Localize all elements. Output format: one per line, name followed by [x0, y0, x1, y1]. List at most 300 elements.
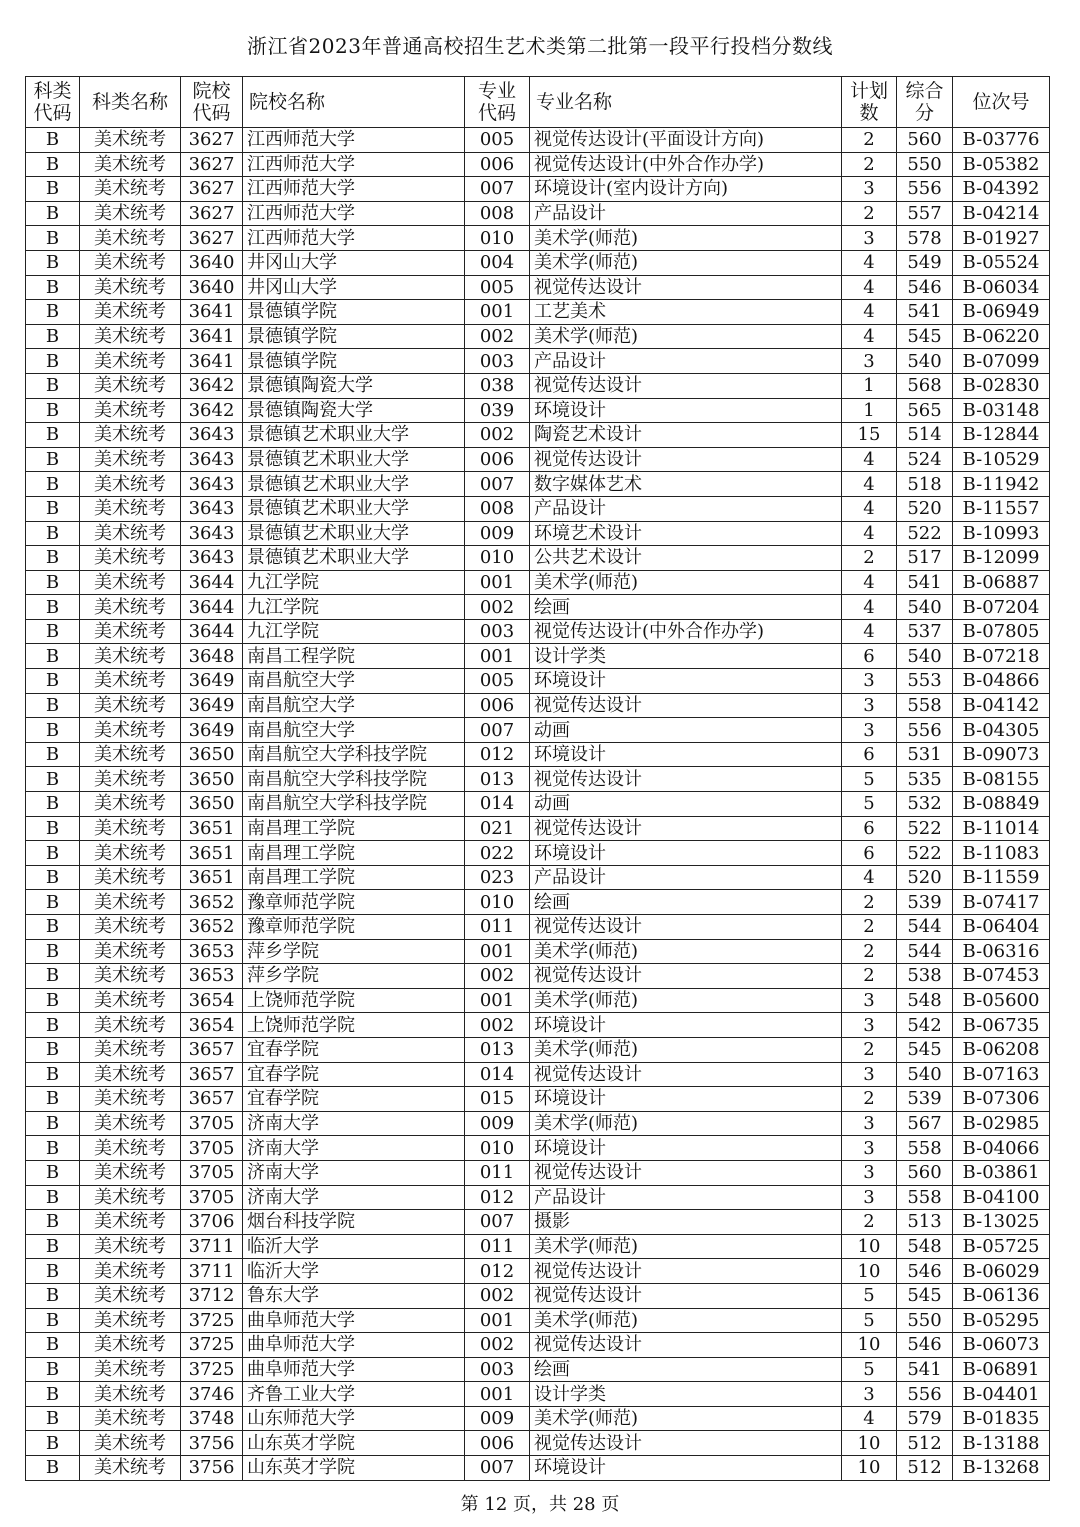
- cell-rank: B-06073: [953, 1333, 1050, 1358]
- cell-major-name: 视觉传达设计(中外合作办学): [530, 152, 842, 177]
- cell-score: 579: [897, 1406, 953, 1431]
- cell-school-code: 3725: [181, 1333, 243, 1358]
- table-row: [26, 1087, 1050, 1112]
- table-row: [26, 152, 1050, 177]
- cell-school-name: 景德镇陶瓷大学: [243, 398, 465, 423]
- cell-kl-name: 美术统考: [80, 1234, 181, 1259]
- cell-school-code: 3711: [181, 1259, 243, 1284]
- cell-major-name: 视觉传达设计: [530, 693, 842, 718]
- cell-school-name: 萍乡学院: [243, 939, 465, 964]
- cell-kl-name: 美术统考: [80, 1333, 181, 1358]
- header-plan: 计划 数: [842, 77, 897, 128]
- cell-rank: B-06220: [953, 324, 1050, 349]
- cell-kl-name: 美术统考: [80, 1111, 181, 1136]
- cell-kl-name: 美术统考: [80, 1406, 181, 1431]
- cell-kl-code: B: [26, 152, 80, 177]
- cell-rank: B-07453: [953, 964, 1050, 989]
- cell-school-name: 临沂大学: [243, 1259, 465, 1284]
- cell-school-code: 3652: [181, 915, 243, 940]
- cell-rank: B-04305: [953, 718, 1050, 743]
- cell-plan: 4: [842, 521, 897, 546]
- cell-kl-name: 美术统考: [80, 915, 181, 940]
- cell-plan: 3: [842, 1062, 897, 1087]
- cell-school-code: 3657: [181, 1087, 243, 1112]
- cell-rank: B-13268: [953, 1456, 1050, 1481]
- cell-school-name: 上饶师范学院: [243, 1013, 465, 1038]
- cell-major-code: 002: [465, 1013, 530, 1038]
- table-row: [26, 1136, 1050, 1161]
- cell-rank: B-06949: [953, 300, 1050, 325]
- cell-plan: 4: [842, 447, 897, 472]
- cell-plan: 5: [842, 1357, 897, 1382]
- table-row: [26, 841, 1050, 866]
- cell-rank: B-06208: [953, 1037, 1050, 1062]
- cell-kl-name: 美术统考: [80, 1456, 181, 1481]
- cell-score: 550: [897, 152, 953, 177]
- cell-kl-name: 美术统考: [80, 1382, 181, 1407]
- cell-major-name: 设计学类: [530, 644, 842, 669]
- page-title: 浙江省2023年普通高校招生艺术类第二批第一段平行投档分数线: [247, 34, 833, 58]
- cell-major-name: 美术学(师范): [530, 226, 842, 251]
- cell-plan: 6: [842, 742, 897, 767]
- cell-school-code: 3627: [181, 226, 243, 251]
- table-row: [26, 890, 1050, 915]
- cell-major-code: 011: [465, 1160, 530, 1185]
- cell-kl-name: 美术统考: [80, 177, 181, 202]
- cell-school-code: 3650: [181, 792, 243, 817]
- cell-score: 517: [897, 546, 953, 571]
- cell-plan: 5: [842, 1308, 897, 1333]
- cell-kl-name: 美术统考: [80, 1136, 181, 1161]
- cell-major-code: 001: [465, 570, 530, 595]
- cell-plan: 4: [842, 1406, 897, 1431]
- cell-school-code: 3705: [181, 1136, 243, 1161]
- cell-major-code: 011: [465, 915, 530, 940]
- cell-kl-code: B: [26, 792, 80, 817]
- cell-school-name: 景德镇艺术职业大学: [243, 447, 465, 472]
- cell-kl-name: 美术统考: [80, 693, 181, 718]
- cell-major-code: 003: [465, 619, 530, 644]
- cell-major-name: 动画: [530, 718, 842, 743]
- cell-major-name: 视觉传达设计: [530, 1283, 842, 1308]
- cell-kl-code: B: [26, 300, 80, 325]
- table-row: [26, 177, 1050, 202]
- cell-kl-code: B: [26, 447, 80, 472]
- cell-major-code: 002: [465, 595, 530, 620]
- cell-school-name: 南昌航空大学科技学院: [243, 792, 465, 817]
- cell-major-code: 007: [465, 1210, 530, 1235]
- cell-major-code: 002: [465, 964, 530, 989]
- cell-plan: 6: [842, 816, 897, 841]
- header-school-code: 院校 代码: [181, 77, 243, 128]
- cell-kl-code: B: [26, 939, 80, 964]
- table-row: [26, 915, 1050, 940]
- cell-school-name: 济南大学: [243, 1136, 465, 1161]
- cell-score: 522: [897, 816, 953, 841]
- cell-score: 520: [897, 865, 953, 890]
- cell-major-code: 021: [465, 816, 530, 841]
- cell-kl-code: B: [26, 1431, 80, 1456]
- cell-rank: B-06316: [953, 939, 1050, 964]
- cell-major-name: 产品设计: [530, 201, 842, 226]
- cell-school-name: 江西师范大学: [243, 152, 465, 177]
- cell-kl-name: 美术统考: [80, 447, 181, 472]
- cell-major-code: 013: [465, 1037, 530, 1062]
- cell-kl-code: B: [26, 1308, 80, 1333]
- cell-school-code: 3644: [181, 595, 243, 620]
- cell-score: 537: [897, 619, 953, 644]
- cell-kl-name: 美术统考: [80, 890, 181, 915]
- cell-kl-code: B: [26, 644, 80, 669]
- cell-plan: 4: [842, 472, 897, 497]
- cell-plan: 6: [842, 644, 897, 669]
- table-row: [26, 1013, 1050, 1038]
- cell-kl-code: B: [26, 1382, 80, 1407]
- cell-major-name: 视觉传达设计(平面设计方向): [530, 128, 842, 153]
- cell-kl-code: B: [26, 349, 80, 374]
- cell-kl-name: 美术统考: [80, 841, 181, 866]
- cell-plan: 2: [842, 152, 897, 177]
- cell-plan: 3: [842, 1160, 897, 1185]
- cell-plan: 3: [842, 177, 897, 202]
- cell-school-code: 3725: [181, 1357, 243, 1382]
- cell-kl-code: B: [26, 1456, 80, 1481]
- table-row: [26, 619, 1050, 644]
- cell-rank: B-08155: [953, 767, 1050, 792]
- cell-kl-name: 美术统考: [80, 1283, 181, 1308]
- cell-plan: 4: [842, 496, 897, 521]
- cell-kl-code: B: [26, 423, 80, 448]
- cell-school-name: 山东英才学院: [243, 1456, 465, 1481]
- table-row: [26, 1283, 1050, 1308]
- cell-school-name: 南昌航空大学科技学院: [243, 767, 465, 792]
- cell-score: 542: [897, 1013, 953, 1038]
- cell-school-name: 九江学院: [243, 619, 465, 644]
- cell-plan: 3: [842, 226, 897, 251]
- cell-plan: 3: [842, 988, 897, 1013]
- cell-kl-code: B: [26, 1333, 80, 1358]
- cell-plan: 10: [842, 1234, 897, 1259]
- cell-rank: B-07805: [953, 619, 1050, 644]
- cell-school-name: 南昌工程学院: [243, 644, 465, 669]
- cell-major-code: 001: [465, 939, 530, 964]
- cell-rank: B-02985: [953, 1111, 1050, 1136]
- table-row: [26, 201, 1050, 226]
- cell-kl-code: B: [26, 1210, 80, 1235]
- cell-kl-code: B: [26, 472, 80, 497]
- cell-school-code: 3643: [181, 447, 243, 472]
- cell-major-name: 美术学(师范): [530, 1308, 842, 1333]
- cell-score: 560: [897, 128, 953, 153]
- cell-school-code: 3643: [181, 521, 243, 546]
- cell-plan: 4: [842, 570, 897, 595]
- table-row: [26, 1456, 1050, 1481]
- cell-major-code: 005: [465, 275, 530, 300]
- cell-school-name: 南昌航空大学: [243, 718, 465, 743]
- cell-rank: B-11083: [953, 841, 1050, 866]
- cell-major-code: 010: [465, 890, 530, 915]
- cell-score: 558: [897, 1136, 953, 1161]
- cell-kl-name: 美术统考: [80, 1160, 181, 1185]
- cell-school-code: 3756: [181, 1456, 243, 1481]
- cell-plan: 5: [842, 792, 897, 817]
- cell-kl-name: 美术统考: [80, 423, 181, 448]
- cell-score: 532: [897, 792, 953, 817]
- cell-major-name: 美术学(师范): [530, 1037, 842, 1062]
- cell-school-name: 景德镇艺术职业大学: [243, 521, 465, 546]
- cell-kl-code: B: [26, 1259, 80, 1284]
- cell-plan: 4: [842, 865, 897, 890]
- cell-rank: B-06136: [953, 1283, 1050, 1308]
- cell-plan: 2: [842, 128, 897, 153]
- cell-major-code: 006: [465, 152, 530, 177]
- cell-major-code: 023: [465, 865, 530, 890]
- cell-school-code: 3650: [181, 767, 243, 792]
- table-row: [26, 1333, 1050, 1358]
- table-body: [26, 128, 1050, 1481]
- cell-major-code: 001: [465, 988, 530, 1013]
- cell-school-name: 九江学院: [243, 595, 465, 620]
- cell-rank: B-12844: [953, 423, 1050, 448]
- cell-major-code: 008: [465, 201, 530, 226]
- cell-kl-code: B: [26, 890, 80, 915]
- cell-kl-name: 美术统考: [80, 496, 181, 521]
- cell-kl-name: 美术统考: [80, 1431, 181, 1456]
- cell-rank: B-13025: [953, 1210, 1050, 1235]
- cell-major-name: 美术学(师范): [530, 1111, 842, 1136]
- cell-kl-code: B: [26, 816, 80, 841]
- cell-score: 522: [897, 521, 953, 546]
- table-row: [26, 669, 1050, 694]
- table-row: [26, 693, 1050, 718]
- cell-kl-name: 美术统考: [80, 792, 181, 817]
- cell-major-code: 001: [465, 644, 530, 669]
- cell-school-code: 3627: [181, 128, 243, 153]
- cell-plan: 2: [842, 964, 897, 989]
- cell-rank: B-11942: [953, 472, 1050, 497]
- cell-rank: B-02830: [953, 373, 1050, 398]
- table-row: [26, 496, 1050, 521]
- cell-school-name: 曲阜师范大学: [243, 1308, 465, 1333]
- table-row: [26, 1234, 1050, 1259]
- table-row: [26, 447, 1050, 472]
- cell-school-name: 南昌航空大学: [243, 693, 465, 718]
- cell-score: 520: [897, 496, 953, 521]
- cell-rank: B-13188: [953, 1431, 1050, 1456]
- cell-kl-name: 美术统考: [80, 742, 181, 767]
- table-row: [26, 398, 1050, 423]
- cell-score: 556: [897, 177, 953, 202]
- cell-major-code: 005: [465, 128, 530, 153]
- cell-rank: B-05295: [953, 1308, 1050, 1333]
- cell-score: 578: [897, 226, 953, 251]
- cell-school-name: 萍乡学院: [243, 964, 465, 989]
- cell-kl-code: B: [26, 128, 80, 153]
- cell-plan: 2: [842, 1210, 897, 1235]
- cell-major-name: 美术学(师范): [530, 988, 842, 1013]
- cell-score: 513: [897, 1210, 953, 1235]
- cell-major-name: 产品设计: [530, 1185, 842, 1210]
- cell-school-code: 3627: [181, 201, 243, 226]
- cell-school-code: 3652: [181, 890, 243, 915]
- cell-kl-name: 美术统考: [80, 1357, 181, 1382]
- cell-kl-code: B: [26, 570, 80, 595]
- cell-school-code: 3712: [181, 1283, 243, 1308]
- cell-school-name: 井冈山大学: [243, 250, 465, 275]
- cell-kl-name: 美术统考: [80, 398, 181, 423]
- cell-school-code: 3725: [181, 1308, 243, 1333]
- cell-kl-code: B: [26, 275, 80, 300]
- cell-major-name: 环境设计: [530, 669, 842, 694]
- cell-major-code: 009: [465, 521, 530, 546]
- cell-kl-name: 美术统考: [80, 1210, 181, 1235]
- cell-score: 539: [897, 1087, 953, 1112]
- cell-major-code: 002: [465, 1333, 530, 1358]
- cell-school-name: 南昌航空大学科技学院: [243, 742, 465, 767]
- cell-major-name: 视觉传达设计: [530, 816, 842, 841]
- cell-score: 545: [897, 1283, 953, 1308]
- cell-kl-code: B: [26, 250, 80, 275]
- table-row: [26, 300, 1050, 325]
- cell-kl-code: B: [26, 693, 80, 718]
- cell-score: 560: [897, 1160, 953, 1185]
- cell-school-name: 南昌理工学院: [243, 865, 465, 890]
- cell-score: 558: [897, 693, 953, 718]
- cell-major-code: 007: [465, 472, 530, 497]
- cell-major-code: 001: [465, 300, 530, 325]
- cell-school-code: 3651: [181, 816, 243, 841]
- cell-kl-code: B: [26, 226, 80, 251]
- cell-score: 524: [897, 447, 953, 472]
- table-row: [26, 1431, 1050, 1456]
- cell-score: 568: [897, 373, 953, 398]
- cell-plan: 5: [842, 1283, 897, 1308]
- cell-major-name: 绘画: [530, 1357, 842, 1382]
- cell-school-name: 宜春学院: [243, 1087, 465, 1112]
- cell-school-name: 景德镇学院: [243, 324, 465, 349]
- cell-major-name: 设计学类: [530, 1382, 842, 1407]
- table-row: [26, 742, 1050, 767]
- cell-school-code: 3640: [181, 275, 243, 300]
- cell-kl-code: B: [26, 1185, 80, 1210]
- cell-major-name: 美术学(师范): [530, 324, 842, 349]
- cell-major-code: 002: [465, 423, 530, 448]
- cell-rank: B-06029: [953, 1259, 1050, 1284]
- cell-major-name: 环境设计: [530, 742, 842, 767]
- cell-rank: B-04214: [953, 201, 1050, 226]
- cell-major-name: 绘画: [530, 595, 842, 620]
- cell-major-name: 产品设计: [530, 496, 842, 521]
- cell-rank: B-05524: [953, 250, 1050, 275]
- cell-rank: B-11014: [953, 816, 1050, 841]
- cell-score: 540: [897, 349, 953, 374]
- table-row: [26, 250, 1050, 275]
- cell-major-name: 产品设计: [530, 865, 842, 890]
- cell-score: 539: [897, 890, 953, 915]
- cell-score: 556: [897, 718, 953, 743]
- cell-school-name: 南昌理工学院: [243, 841, 465, 866]
- cell-score: 541: [897, 1357, 953, 1382]
- cell-kl-code: B: [26, 546, 80, 571]
- cell-kl-code: B: [26, 964, 80, 989]
- cell-school-name: 南昌理工学院: [243, 816, 465, 841]
- cell-major-name: 视觉传达设计: [530, 915, 842, 940]
- cell-kl-code: B: [26, 201, 80, 226]
- cell-major-code: 001: [465, 1382, 530, 1407]
- cell-school-code: 3650: [181, 742, 243, 767]
- header-major-code: 专业 代码: [465, 77, 530, 128]
- cell-major-name: 公共艺术设计: [530, 546, 842, 571]
- cell-plan: 3: [842, 669, 897, 694]
- cell-score: 512: [897, 1431, 953, 1456]
- cell-school-name: 宜春学院: [243, 1037, 465, 1062]
- cell-score: 565: [897, 398, 953, 423]
- cell-rank: B-09073: [953, 742, 1050, 767]
- cell-school-code: 3642: [181, 373, 243, 398]
- cell-score: 540: [897, 1062, 953, 1087]
- cell-kl-name: 美术统考: [80, 226, 181, 251]
- cell-major-name: 视觉传达设计: [530, 1431, 842, 1456]
- table-row: [26, 644, 1050, 669]
- cell-kl-name: 美术统考: [80, 1185, 181, 1210]
- table-row: [26, 1111, 1050, 1136]
- cell-rank: B-11559: [953, 865, 1050, 890]
- cell-plan: 10: [842, 1431, 897, 1456]
- cell-kl-code: B: [26, 865, 80, 890]
- table-row: [26, 1037, 1050, 1062]
- cell-major-name: 视觉传达设计: [530, 1062, 842, 1087]
- cell-major-code: 003: [465, 349, 530, 374]
- cell-major-code: 002: [465, 324, 530, 349]
- cell-school-code: 3711: [181, 1234, 243, 1259]
- cell-score: 548: [897, 988, 953, 1013]
- cell-kl-name: 美术统考: [80, 1087, 181, 1112]
- cell-score: 553: [897, 669, 953, 694]
- header-score: 综合 分: [897, 77, 953, 128]
- cell-major-name: 动画: [530, 792, 842, 817]
- cell-kl-name: 美术统考: [80, 521, 181, 546]
- cell-school-name: 山东英才学院: [243, 1431, 465, 1456]
- cell-school-code: 3643: [181, 546, 243, 571]
- cell-school-name: 上饶师范学院: [243, 988, 465, 1013]
- cell-score: 545: [897, 1037, 953, 1062]
- cell-major-code: 022: [465, 841, 530, 866]
- table-row: [26, 1357, 1050, 1382]
- table-row: [26, 816, 1050, 841]
- cell-major-name: 环境设计: [530, 1013, 842, 1038]
- cell-major-code: 005: [465, 669, 530, 694]
- table-row: [26, 1062, 1050, 1087]
- cell-kl-code: B: [26, 1013, 80, 1038]
- cell-school-code: 3641: [181, 349, 243, 374]
- cell-rank: B-10993: [953, 521, 1050, 546]
- cell-major-code: 012: [465, 1185, 530, 1210]
- cell-score: 567: [897, 1111, 953, 1136]
- cell-kl-name: 美术统考: [80, 1013, 181, 1038]
- cell-school-code: 3756: [181, 1431, 243, 1456]
- cell-kl-name: 美术统考: [80, 964, 181, 989]
- cell-rank: B-12099: [953, 546, 1050, 571]
- table-row: [26, 472, 1050, 497]
- cell-school-name: 济南大学: [243, 1160, 465, 1185]
- table-row: [26, 373, 1050, 398]
- cell-kl-name: 美术统考: [80, 816, 181, 841]
- cell-kl-code: B: [26, 1357, 80, 1382]
- cell-plan: 4: [842, 275, 897, 300]
- cell-score: 522: [897, 841, 953, 866]
- cell-kl-name: 美术统考: [80, 1037, 181, 1062]
- cell-kl-name: 美术统考: [80, 718, 181, 743]
